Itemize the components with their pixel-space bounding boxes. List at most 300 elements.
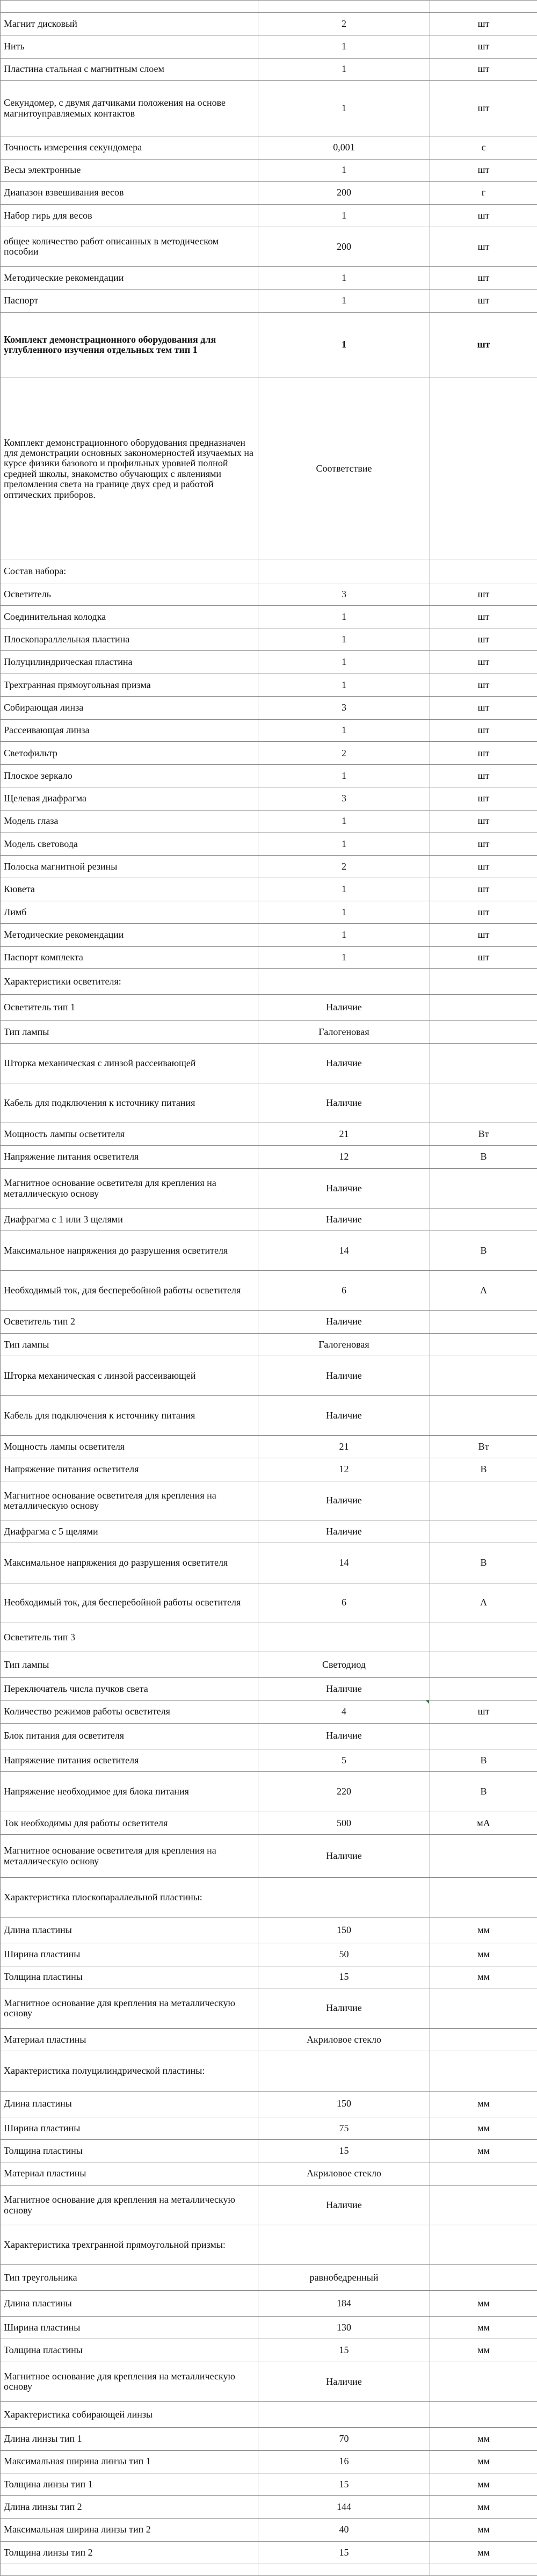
spec-value-cell: 4 — [258, 1700, 430, 1723]
spec-value-cell: 15 — [258, 2541, 430, 2564]
spec-unit-cell — [430, 1723, 537, 1749]
spec-value-cell: 200 — [258, 227, 430, 266]
spec-name-cell: Ширина пластины — [1, 2117, 258, 2140]
spec-value-cell: Наличие — [258, 2185, 430, 2225]
table-row — [1, 205, 537, 227]
table-row — [1, 1083, 537, 1123]
spec-value-cell: Наличие — [258, 1988, 430, 2028]
spec-value-cell: 0,001 — [258, 136, 430, 159]
spec-name-cell: Необходимый ток, для бесперебойной работы осветителя — [1, 1583, 258, 1623]
spec-unit-cell: мм — [430, 2317, 537, 2339]
spec-unit-cell: шт — [430, 159, 537, 182]
spec-name-cell: Характеристика плоскопараллельной пластины: — [1, 1877, 258, 1917]
spec-value-cell: 15 — [258, 2339, 430, 2362]
spec-unit-cell — [430, 1521, 537, 1543]
spec-value-cell — [258, 560, 430, 583]
spec-unit-cell — [430, 1395, 537, 1435]
spec-name-cell: Собирающая линза — [1, 696, 258, 719]
table-row — [1, 1481, 537, 1521]
spec-name-cell: Соединительная колодка — [1, 605, 258, 628]
spec-name-cell: Рассеивающая линза — [1, 719, 258, 742]
table-row — [1, 765, 537, 787]
table-row — [1, 995, 537, 1021]
spec-name-cell: Максимальная ширина линзы тип 1 — [1, 2450, 258, 2473]
spec-value-cell: 1 — [258, 833, 430, 856]
spec-value-cell: Наличие — [258, 1356, 430, 1395]
spec-unit-cell: мА — [430, 1812, 537, 1835]
spec-name-cell: Кювета — [1, 878, 258, 901]
spec-unit-cell: В — [430, 1543, 537, 1583]
spec-name-cell: Тип треугольника — [1, 2265, 258, 2291]
spec-value-cell — [258, 1, 430, 13]
spec-value-cell: 1 — [258, 923, 430, 946]
spec-unit-cell: шт — [430, 742, 537, 765]
spec-unit-cell: шт — [430, 651, 537, 674]
spec-value-cell: Галогеновая — [258, 1333, 430, 1356]
table-row — [1, 1917, 537, 1943]
spec-name-cell: Шторка механическая с линзой рассеивающей — [1, 1356, 258, 1395]
spec-unit-cell: шт — [430, 923, 537, 946]
spec-name-cell: Диафрагма с 1 или 3 щелями — [1, 1209, 258, 1231]
table-row — [1, 2317, 537, 2339]
spec-name-cell: Диафрагма с 5 щелями — [1, 1521, 258, 1543]
table-row — [1, 719, 537, 742]
cell-note-marker — [426, 1701, 429, 1704]
spec-value-cell: 2 — [258, 12, 430, 35]
spec-unit-cell — [430, 1988, 537, 2028]
spec-name-cell: Характеристики осветителя: — [1, 969, 258, 995]
spec-unit-cell: шт — [430, 58, 537, 81]
table-row — [1, 227, 537, 266]
table-row — [1, 833, 537, 856]
spec-unit-cell: В — [430, 1749, 537, 1772]
spec-value-cell: 12 — [258, 1458, 430, 1481]
spec-name-cell: Трехгранная прямоугольная призма — [1, 674, 258, 697]
spec-value-cell: 2 — [258, 742, 430, 765]
spec-unit-cell: шт — [430, 12, 537, 35]
spec-name-cell: Модель глаза — [1, 810, 258, 833]
spec-value-cell: 1 — [258, 765, 430, 787]
table-row — [1, 2473, 537, 2496]
spec-unit-cell: мм — [430, 2519, 537, 2542]
table-row — [1, 1723, 537, 1749]
spec-name-cell: Необходимый ток, для бесперебойной работы осветителя — [1, 1271, 258, 1311]
spec-unit-cell: мм — [430, 1917, 537, 1943]
table-row — [1, 81, 537, 136]
spec-unit-cell — [430, 2185, 537, 2225]
spec-name-cell: Тип лампы — [1, 1333, 258, 1356]
spec-value-cell — [258, 1623, 430, 1652]
spec-name-cell: Плоское зеркало — [1, 765, 258, 787]
table-row — [1, 1772, 537, 1812]
table-row — [1, 2450, 537, 2473]
spec-unit-cell: мм — [430, 2496, 537, 2519]
table-row — [1, 266, 537, 289]
spec-unit-cell: мм — [430, 2473, 537, 2496]
spec-unit-cell — [430, 1481, 537, 1521]
spec-name-cell: Осветитель — [1, 583, 258, 605]
spec-name-cell: Полоска магнитной резины — [1, 856, 258, 878]
spec-value-cell: Акриловое стекло — [258, 2162, 430, 2186]
spec-unit-cell: мм — [430, 2291, 537, 2317]
table-row — [1, 1395, 537, 1435]
spec-unit-cell: г — [430, 182, 537, 205]
table-row — [1, 2519, 537, 2542]
spec-name-cell: Длина пластины — [1, 1917, 258, 1943]
spec-value-cell: 1 — [258, 159, 430, 182]
table-row — [1, 2496, 537, 2519]
spec-value-cell: 200 — [258, 182, 430, 205]
spec-name-cell: Точность измерения секундомера — [1, 136, 258, 159]
spec-unit-cell: мм — [430, 2091, 537, 2117]
table-row — [1, 1, 537, 13]
spec-unit-cell: мм — [430, 2427, 537, 2450]
spec-unit-cell — [430, 1356, 537, 1395]
spec-value-cell: 1 — [258, 878, 430, 901]
table-row — [1, 2162, 537, 2186]
spec-value-cell: 1 — [258, 312, 430, 378]
spec-value-cell: 12 — [258, 1146, 430, 1169]
spec-value-cell: 1 — [258, 81, 430, 136]
spec-value-cell — [258, 2051, 430, 2091]
spec-unit-cell: Вт — [430, 1123, 537, 1146]
spec-value-cell: Светодиод — [258, 1652, 430, 1677]
spec-unit-cell: мм — [430, 2450, 537, 2473]
spec-value-cell: Наличие — [258, 1311, 430, 1334]
table-row — [1, 1812, 537, 1835]
spec-value-cell: 1 — [258, 719, 430, 742]
table-row — [1, 1700, 537, 1723]
spec-name-cell: Кабель для подключения к источнику питания — [1, 1083, 258, 1123]
spec-value-cell: Наличие — [258, 1481, 430, 1521]
table-row — [1, 58, 537, 81]
spec-value-cell: 15 — [258, 1966, 430, 1988]
spec-name-cell: Магнитное основание для крепления на металлическую основу — [1, 2362, 258, 2401]
table-row — [1, 378, 537, 560]
spec-value-cell: 130 — [258, 2317, 430, 2339]
spec-name-cell: Ток необходимы для работы осветителя — [1, 1812, 258, 1835]
spec-unit-cell: шт — [430, 227, 537, 266]
spec-unit-cell: шт — [430, 810, 537, 833]
spec-name-cell: Тип лампы — [1, 1021, 258, 1044]
table-row — [1, 2225, 537, 2265]
spec-unit-cell: шт — [430, 205, 537, 227]
spec-unit-cell — [430, 995, 537, 1021]
spec-value-cell: 6 — [258, 1583, 430, 1623]
table-row — [1, 312, 537, 378]
spec-unit-cell — [430, 1021, 537, 1044]
spec-value-cell: Наличие — [258, 1723, 430, 1749]
spec-unit-cell: шт — [430, 81, 537, 136]
spec-name-cell — [1, 1, 258, 13]
spec-name-cell: Нить — [1, 35, 258, 58]
spec-value-cell: Наличие — [258, 1835, 430, 1877]
spec-unit-cell: шт — [430, 605, 537, 628]
table-row — [1, 651, 537, 674]
spec-name-cell: Материал пластины — [1, 2162, 258, 2186]
spec-unit-cell: шт — [430, 765, 537, 787]
table-row — [1, 674, 537, 697]
spec-value-cell: Соответствие — [258, 378, 430, 560]
table-row — [1, 2401, 537, 2427]
spec-unit-cell: шт — [430, 628, 537, 651]
table-row — [1, 1835, 537, 1877]
table-row — [1, 969, 537, 995]
spec-value-cell: 150 — [258, 1917, 430, 1943]
spec-name-cell: Переключатель числа пучков света — [1, 1678, 258, 1701]
table-row — [1, 1943, 537, 1966]
spec-name-cell: Лимб — [1, 901, 258, 923]
spec-name-cell: Характеристика полуцилиндрической пластины: — [1, 2051, 258, 2091]
spec-name-cell: Комплект демонстрационного оборудования предназначен для демонстрации основных закономерностей изучаемых на курсе физики базового и профильных уровней полной средней школы, знакомство обучающих с явлениями преломления света на границе двух сред и работой оптических приборов. — [1, 378, 258, 560]
spec-name-cell: Диапазон взвешивания весов — [1, 182, 258, 205]
table-row — [1, 1168, 537, 1208]
spec-value-cell: 1 — [258, 58, 430, 81]
spec-value-cell: 1 — [258, 266, 430, 289]
spec-value-cell: 50 — [258, 1943, 430, 1966]
spec-name-cell: Комплект демонстрационного оборудования для углубленного изучения отдельных тем тип 1 — [1, 312, 258, 378]
spec-unit-cell: мм — [430, 2140, 537, 2162]
spec-value-cell — [258, 2401, 430, 2427]
spec-unit-cell: мм — [430, 1943, 537, 1966]
spec-unit-cell: шт — [430, 266, 537, 289]
spec-name-cell: Осветитель тип 2 — [1, 1311, 258, 1334]
spec-name-cell: общее количество работ описанных в методическом пособии — [1, 227, 258, 266]
table-row — [1, 2185, 537, 2225]
spec-value-cell: 2 — [258, 856, 430, 878]
spec-value-cell — [258, 2564, 430, 2575]
spec-value-cell: Наличие — [258, 1395, 430, 1435]
spec-value-cell: 1 — [258, 628, 430, 651]
spec-value-cell: 6 — [258, 1271, 430, 1311]
spec-name-cell: Секундомер, с двумя датчиками положения на основе магнитоуправляемых контактов — [1, 81, 258, 136]
table-row — [1, 1966, 537, 1988]
spec-value-cell: Наличие — [258, 1044, 430, 1083]
spec-name-cell: Осветитель тип 1 — [1, 995, 258, 1021]
spec-value-cell: 14 — [258, 1231, 430, 1270]
spec-name-cell: Модель световода — [1, 833, 258, 856]
spec-name-cell: Максимальное напряжения до разрушения осветителя — [1, 1231, 258, 1270]
spec-value-cell: 3 — [258, 787, 430, 810]
spec-unit-cell: шт — [430, 583, 537, 605]
spec-value-cell: 220 — [258, 1772, 430, 1812]
table-row — [1, 1988, 537, 2028]
spec-value-cell: Акриловое стекло — [258, 2028, 430, 2051]
table-row — [1, 2117, 537, 2140]
spec-value-cell: 21 — [258, 1123, 430, 1146]
spec-unit-cell — [430, 1209, 537, 1231]
spec-name-cell: Напряжение питания осветителя — [1, 1146, 258, 1169]
spec-unit-cell: шт — [430, 787, 537, 810]
spec-value-cell: Наличие — [258, 1521, 430, 1543]
spec-unit-cell — [430, 2265, 537, 2291]
spec-name-cell: Толщина линзы тип 1 — [1, 2473, 258, 2496]
spec-name-cell: Толщина линзы тип 2 — [1, 2541, 258, 2564]
spec-value-cell: 15 — [258, 2140, 430, 2162]
spec-name-cell: Характеристика собирающей линзы — [1, 2401, 258, 2427]
table-row — [1, 2427, 537, 2450]
spec-unit-cell — [430, 2401, 537, 2427]
spec-value-cell: 150 — [258, 2091, 430, 2117]
spec-name-cell: Количество режимов работы осветителя — [1, 1700, 258, 1723]
spec-unit-cell — [430, 378, 537, 560]
spec-name-cell: Состав набора: — [1, 560, 258, 583]
spec-name-cell: Ширина пластины — [1, 1943, 258, 1966]
spec-name-cell — [1, 2564, 258, 2575]
spec-name-cell: Паспорт комплекта — [1, 946, 258, 969]
spec-name-cell: Методические рекомендации — [1, 923, 258, 946]
spec-value-cell: равнобедренный — [258, 2265, 430, 2291]
spec-value-cell: 1 — [258, 35, 430, 58]
spec-name-cell: Характеристика трехгранной прямоугольной призмы: — [1, 2225, 258, 2265]
spec-name-cell: Полуцилиндрическая пластина — [1, 651, 258, 674]
table-row — [1, 2265, 537, 2291]
spec-value-cell: 1 — [258, 810, 430, 833]
spec-value-cell: 5 — [258, 1749, 430, 1772]
spec-name-cell: Мощность лампы осветителя — [1, 1435, 258, 1458]
spec-name-cell: Мощность лампы осветителя — [1, 1123, 258, 1146]
spec-unit-cell: Вт — [430, 1435, 537, 1458]
spec-name-cell: Светофильтр — [1, 742, 258, 765]
spec-value-cell: 1 — [258, 605, 430, 628]
table-row — [1, 1123, 537, 1146]
table-row — [1, 628, 537, 651]
spec-unit-cell: шт — [430, 312, 537, 378]
table-row — [1, 1521, 537, 1543]
spec-value-cell: 1 — [258, 289, 430, 312]
table-row — [1, 1877, 537, 1917]
table-row — [1, 696, 537, 719]
table-row — [1, 2051, 537, 2091]
table-row — [1, 1356, 537, 1395]
spec-name-cell: Весы электронные — [1, 159, 258, 182]
spec-value-cell: 15 — [258, 2473, 430, 2496]
spec-unit-cell — [430, 560, 537, 583]
spec-name-cell: Длина пластины — [1, 2091, 258, 2117]
spec-unit-cell — [430, 1623, 537, 1652]
spec-value-cell: 16 — [258, 2450, 430, 2473]
spec-unit-cell — [430, 2225, 537, 2265]
table-row — [1, 2291, 537, 2317]
table-row — [1, 2091, 537, 2117]
spec-name-cell: Максимальное напряжения до разрушения осветителя — [1, 1543, 258, 1583]
table-row — [1, 878, 537, 901]
spec-unit-cell — [430, 1168, 537, 1208]
spec-name-cell: Материал пластины — [1, 2028, 258, 2051]
spec-value-cell: Наличие — [258, 2362, 430, 2401]
table-row — [1, 289, 537, 312]
table-row — [1, 2564, 537, 2575]
spec-value-cell: 144 — [258, 2496, 430, 2519]
spec-name-cell: Напряжение питания осветителя — [1, 1749, 258, 1772]
spec-unit-cell — [430, 969, 537, 995]
spec-unit-cell: шт — [430, 856, 537, 878]
spec-unit-cell: шт — [430, 35, 537, 58]
spec-unit-cell: шт — [430, 1700, 537, 1723]
spec-unit-cell: мм — [430, 2117, 537, 2140]
table-row — [1, 1435, 537, 1458]
table-row — [1, 583, 537, 605]
spec-value-cell: 500 — [258, 1812, 430, 1835]
table-row — [1, 1458, 537, 1481]
table-row — [1, 946, 537, 969]
spec-unit-cell: шт — [430, 946, 537, 969]
table-row — [1, 2028, 537, 2051]
table-row — [1, 787, 537, 810]
spec-unit-cell: В — [430, 1458, 537, 1481]
spec-value-cell: 14 — [258, 1543, 430, 1583]
spec-value-cell: 1 — [258, 674, 430, 697]
spec-unit-cell: с — [430, 136, 537, 159]
spec-value-cell: 3 — [258, 583, 430, 605]
spec-value-cell: 1 — [258, 205, 430, 227]
specification-table-body — [1, 1, 537, 2576]
table-row — [1, 159, 537, 182]
spec-value-cell: 1 — [258, 651, 430, 674]
table-row — [1, 2541, 537, 2564]
spec-unit-cell: шт — [430, 901, 537, 923]
table-row — [1, 1044, 537, 1083]
spec-unit-cell — [430, 1652, 537, 1677]
spec-name-cell: Длина линзы тип 2 — [1, 2496, 258, 2519]
spec-value-cell: Наличие — [258, 995, 430, 1021]
spec-unit-cell — [430, 2051, 537, 2091]
spec-name-cell: Набор гирь для весов — [1, 205, 258, 227]
spec-name-cell: Шторка механическая с линзой рассеивающей — [1, 1044, 258, 1083]
table-row — [1, 1583, 537, 1623]
spec-unit-cell — [430, 2362, 537, 2401]
spec-name-cell: Напряжение необходимое для блока питания — [1, 1772, 258, 1812]
spec-unit-cell: шт — [430, 696, 537, 719]
spec-name-cell: Толщина пластины — [1, 2339, 258, 2362]
spec-value-cell — [258, 969, 430, 995]
spec-unit-cell: А — [430, 1271, 537, 1311]
spec-unit-cell: мм — [430, 2541, 537, 2564]
table-row — [1, 923, 537, 946]
spec-value-cell: Наличие — [258, 1209, 430, 1231]
table-row — [1, 1021, 537, 1044]
spec-name-cell: Пластина стальная с магнитным слоем — [1, 58, 258, 81]
spec-unit-cell — [430, 1311, 537, 1334]
spec-value-cell — [258, 2225, 430, 2265]
spec-value-cell: Наличие — [258, 1678, 430, 1701]
spec-unit-cell: шт — [430, 289, 537, 312]
spec-value-cell: 40 — [258, 2519, 430, 2542]
table-row — [1, 2140, 537, 2162]
spec-unit-cell: А — [430, 1583, 537, 1623]
spec-name-cell: Кабель для подключения к источнику питания — [1, 1395, 258, 1435]
spec-name-cell: Паспорт — [1, 289, 258, 312]
spec-name-cell: Тип лампы — [1, 1652, 258, 1677]
spec-name-cell: Магнитное основание осветителя для крепления на металлическую основу — [1, 1168, 258, 1208]
spec-unit-cell — [430, 2564, 537, 2575]
table-row — [1, 742, 537, 765]
table-row — [1, 136, 537, 159]
spec-value-cell: 70 — [258, 2427, 430, 2450]
spec-name-cell: Толщина пластины — [1, 2140, 258, 2162]
spec-value-cell: 1 — [258, 946, 430, 969]
table-row — [1, 1623, 537, 1652]
spec-name-cell: Напряжение питания осветителя — [1, 1458, 258, 1481]
spec-unit-cell: шт — [430, 833, 537, 856]
spec-name-cell: Магнитное основание осветителя для крепления на металлическую основу — [1, 1481, 258, 1521]
spec-unit-cell — [430, 2162, 537, 2186]
spec-unit-cell — [430, 1877, 537, 1917]
table-row — [1, 35, 537, 58]
spec-unit-cell — [430, 1678, 537, 1701]
spec-unit-cell: шт — [430, 719, 537, 742]
spec-name-cell: Максимальная ширина линзы тип 2 — [1, 2519, 258, 2542]
